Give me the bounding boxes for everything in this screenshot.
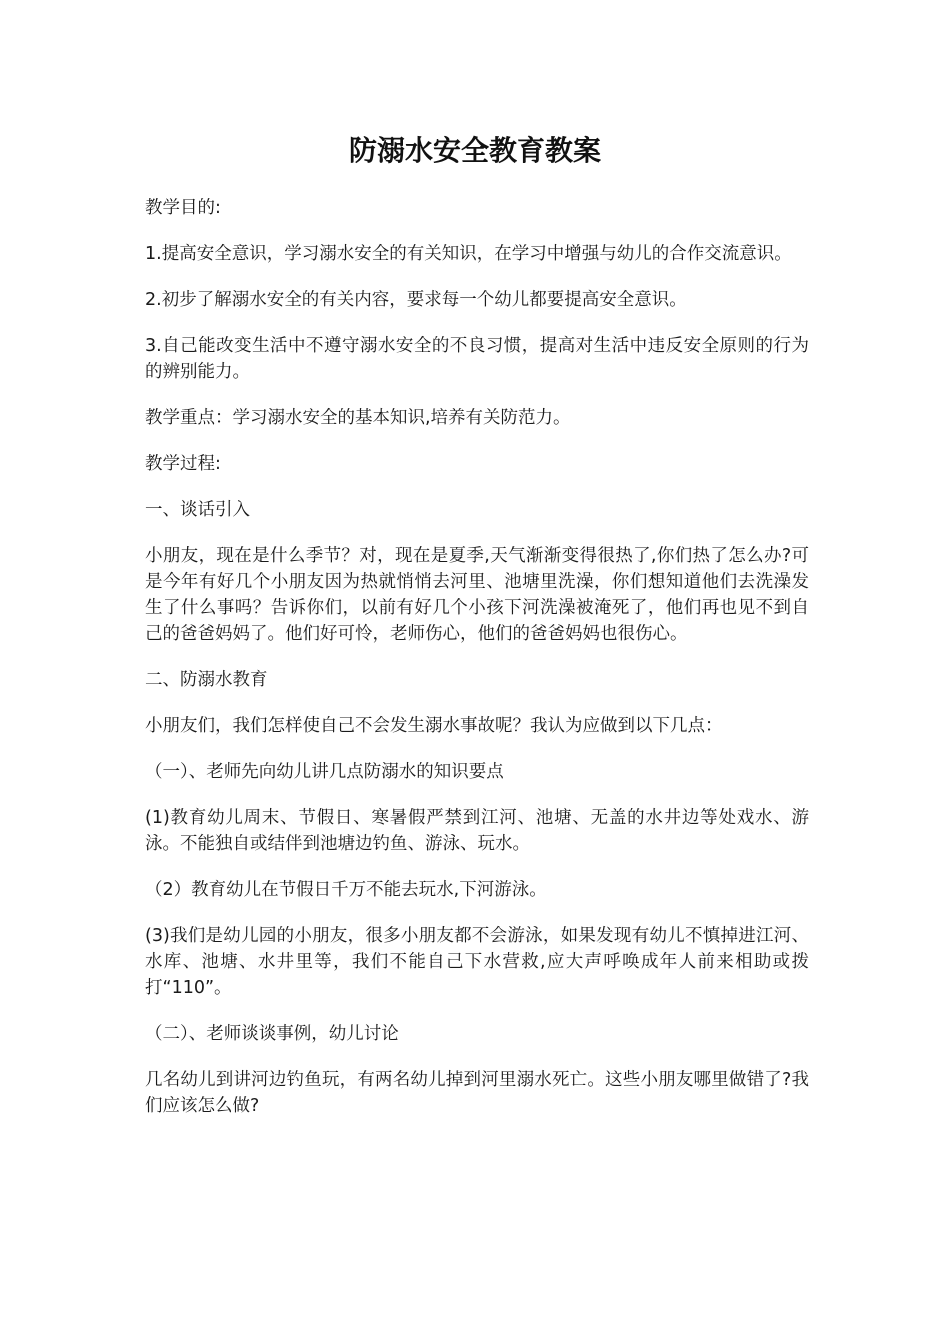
paragraph-objective-1: 1.提高安全意识，学习溺水安全的有关知识，在学习中增强与幼儿的合作交流意识。 xyxy=(145,244,792,264)
paragraph-subsection-1-heading: （一）、老师先向幼儿讲几点防溺水的知识要点 xyxy=(145,762,504,782)
paragraph-objective-2: 2.初步了解溺水安全的有关内容，要求每一个幼儿都要提高安全意识。 xyxy=(145,290,687,310)
paragraph-process-heading: 教学过程: xyxy=(145,454,221,474)
paragraph-objectives-heading: 教学目的: xyxy=(145,198,221,218)
paragraph-section-1-heading: 一、谈话引入 xyxy=(145,500,250,520)
paragraph-section-2-heading: 二、防溺水教育 xyxy=(145,670,268,690)
document-title: 防溺水安全教育教案 xyxy=(348,134,601,167)
paragraph-item-1: (1)教育幼儿周末、节假日、寒暑假严禁到江河、池塘、无盖的水井边等处戏水、游泳。不能独自或结伴到池塘边钓鱼、游泳、玩水。 xyxy=(145,808,809,854)
paragraph-item-3: (3)我们是幼儿园的小朋友，很多小朋友都不会游泳，如果发现有幼儿不慎掉进江河、水库、池塘、水井里等，我们不能自己下水营救,应大声呼唤成年人前来相助或拨打“110”。 xyxy=(145,926,809,998)
document-body xyxy=(145,195,809,1139)
paragraph-objective-3: 3.自己能改变生活中不遵守溺水安全的不良习惯，提高对生活中违反安全原则的行为的辨别能力。 xyxy=(145,336,809,382)
paragraph-case-text: 几名幼儿到讲河边钓鱼玩，有两名幼儿掉到河里溺水死亡。这些小朋友哪里做错了?我们应该怎么做? xyxy=(145,1070,809,1116)
paragraph-item-2: （2）教育幼儿在节假日千万不能去玩水,下河游泳。 xyxy=(145,880,547,900)
paragraph-subsection-2-heading: （二）、老师谈谈事例，幼儿讨论 xyxy=(145,1024,399,1044)
paragraph-section-2-intro: 小朋友们，我们怎样使自己不会发生溺水事故呢？我认为应做到以下几点： xyxy=(145,716,723,736)
paragraph-key-points: 教学重点：学习溺水安全的基本知识,培养有关防范力。 xyxy=(145,408,571,428)
paragraph-section-1-text: 小朋友，现在是什么季节？对，现在是夏季,天气渐渐变得很热了,你们热了怎么办?可是今年有好几个小朋友因为热就悄悄去河里、池塘里洗澡，你们想知道他们去洗澡发生了什么事吗？告诉你们，以前有好几个小孩下河洗澡被淹死了，他们再也见不到自己的爸爸妈妈了。他们好可怜，老师伤心，他们的爸爸妈妈也很伤心。 xyxy=(145,546,809,644)
